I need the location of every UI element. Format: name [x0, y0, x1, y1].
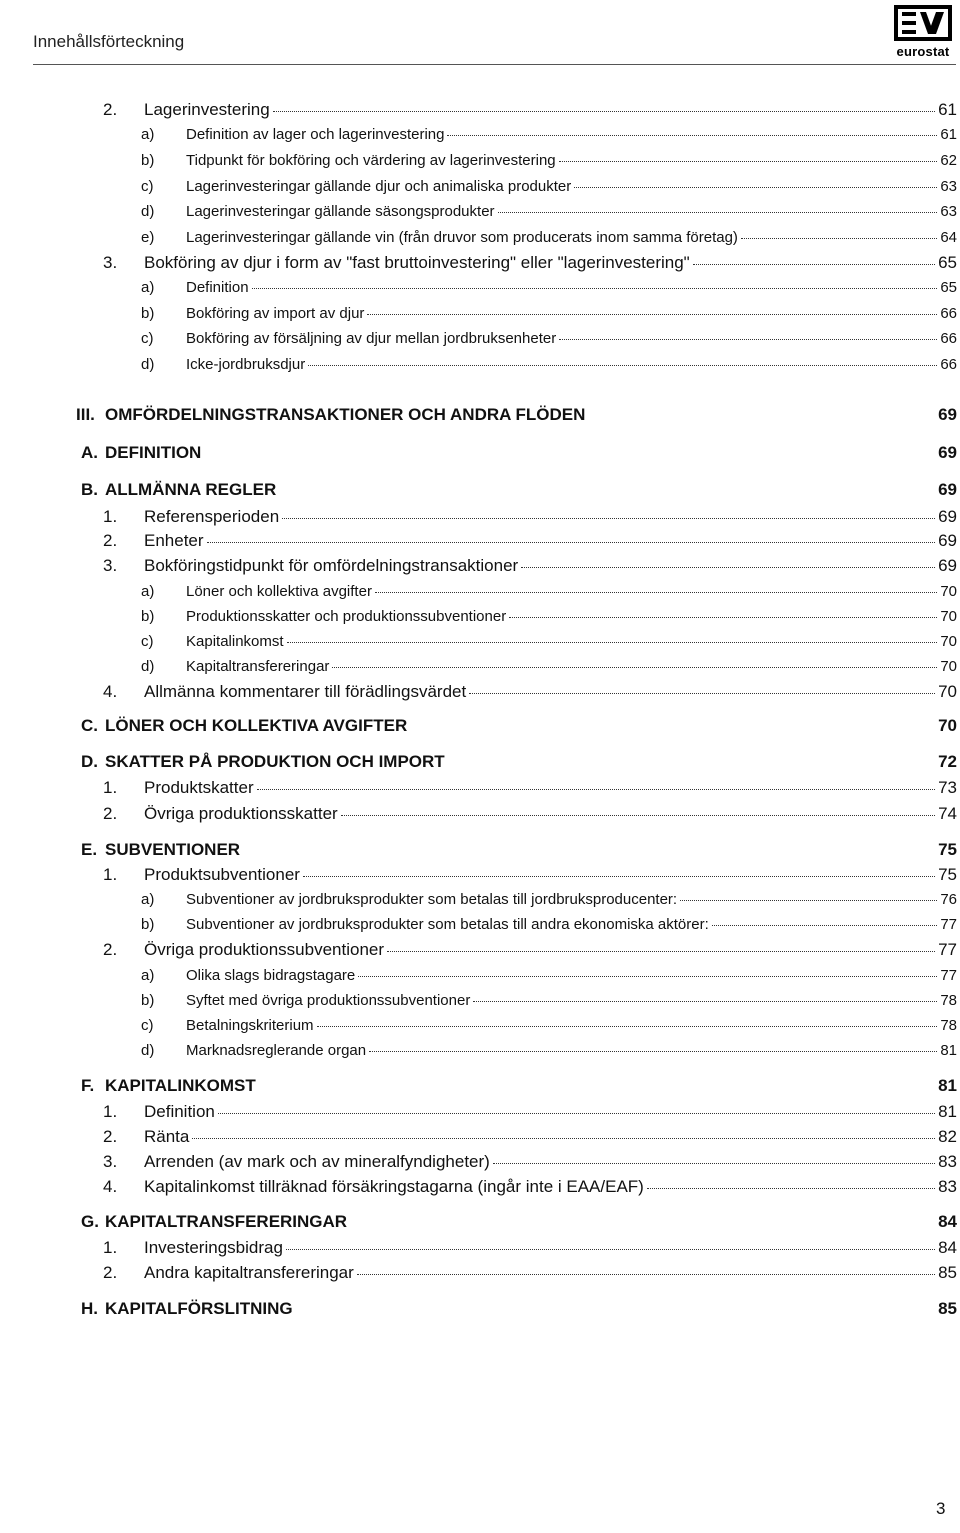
- toc-entry-label: Andra kapitaltransfereringar: [144, 1263, 354, 1282]
- toc-entry-number: 1.: [103, 865, 118, 884]
- toc-entry-page: 78: [940, 1017, 957, 1034]
- toc-entry-page: 69: [938, 531, 957, 550]
- toc-entry-label: Kapitalinkomst tillräknad försäkringstagarna (ingår inte i EAA/EAF): [144, 1177, 644, 1196]
- toc-dot-leader: [647, 1188, 935, 1189]
- toc-entry-label: Bokföring av försäljning av djur mellan jordbruksenheter: [186, 330, 557, 347]
- toc-entry: [103, 556, 957, 576]
- toc-entry-label: Lagerinvesteringar gällande vin (från druvor som producerats inom samma företag): [186, 229, 738, 246]
- toc-entry: [141, 583, 957, 600]
- toc-entry: [103, 253, 957, 273]
- toc-entry-label: Övriga produktionssubventioner: [144, 940, 385, 959]
- toc-entry-number: 2.: [103, 1263, 118, 1282]
- toc-entry-page: 66: [940, 356, 957, 373]
- toc-entry-page: 61: [938, 100, 957, 119]
- toc-entry-page: 74: [938, 804, 957, 823]
- toc-entry-label: Arrenden (av mark och av mineralfyndigheter): [144, 1152, 490, 1171]
- toc-entry-number: E.: [81, 840, 98, 859]
- toc-entry-page: 69: [938, 443, 957, 462]
- toc-entry: [81, 1212, 957, 1232]
- toc-entry-label: Betalningskriterium: [186, 1017, 314, 1034]
- toc-entry-label: Referensperioden: [144, 507, 280, 526]
- toc-entry-number: 4.: [103, 682, 118, 701]
- toc-entry-label: Löner och kollektiva avgifter: [186, 583, 372, 600]
- toc-entry-label: Bokföring av djur i form av "fast bruttoinvestering" eller "lagerinvestering": [144, 253, 690, 272]
- toc-dot-leader: [287, 642, 938, 643]
- toc-entry-number: a): [141, 126, 155, 143]
- toc-entry-label: Kapitalinkomst: [186, 633, 284, 650]
- toc-entry-label: Kapitaltransfereringar: [186, 658, 330, 675]
- toc-entry-number: G.: [81, 1212, 99, 1231]
- toc-entry-number: c): [141, 1017, 154, 1034]
- toc-entry-number: 2.: [103, 1127, 118, 1146]
- toc-entry-label: LÖNER OCH KOLLEKTIVA AVGIFTER: [105, 716, 408, 735]
- toc-dot-leader: [192, 1138, 935, 1139]
- toc-dot-leader: [473, 1001, 937, 1002]
- toc-entry: [103, 1102, 957, 1122]
- toc-entry-number: 4.: [103, 1177, 118, 1196]
- toc-entry-page: 83: [938, 1177, 957, 1196]
- toc-dot-leader: [680, 900, 937, 901]
- toc-dot-leader: [308, 365, 937, 366]
- toc-entry: [141, 608, 957, 625]
- toc-entry-number: a): [141, 967, 155, 984]
- toc-entry: [103, 1263, 957, 1283]
- toc-dot-leader: [357, 1274, 935, 1275]
- toc-entry: [103, 778, 957, 798]
- toc-entry-label: Enheter: [144, 531, 204, 550]
- toc-entry-page: 78: [940, 992, 957, 1009]
- toc-entry: [103, 1127, 957, 1147]
- toc-entry-page: 66: [940, 305, 957, 322]
- toc-entry: [141, 1017, 957, 1034]
- toc-entry-page: 81: [938, 1102, 957, 1121]
- toc-entry-page: 70: [940, 608, 957, 625]
- toc-entry-number: c): [141, 633, 154, 650]
- toc-entry-page: 84: [938, 1238, 957, 1257]
- page-number: 3: [936, 1499, 946, 1518]
- toc-entry-number: c): [141, 178, 154, 195]
- toc-entry-number: b): [141, 608, 155, 625]
- toc-dot-leader: [317, 1026, 938, 1027]
- toc-entry-number: A.: [81, 443, 98, 462]
- toc-entry-label: Marknadsreglerande organ: [186, 1042, 367, 1059]
- toc-entry-label: KAPITALINKOMST: [105, 1076, 256, 1095]
- toc-entry-page: 84: [938, 1212, 957, 1231]
- toc-entry-page: 72: [938, 752, 957, 771]
- toc-entry-label: Icke-jordbruksdjur: [186, 356, 306, 373]
- toc-entry-label: Produktionsskatter och produktionssubventioner: [186, 608, 507, 625]
- toc-dot-leader: [574, 187, 937, 188]
- toc-entry-page: 83: [938, 1152, 957, 1171]
- toc-entry: [141, 229, 957, 246]
- toc-entry: [141, 126, 957, 143]
- toc-entry: [103, 100, 957, 120]
- toc-dot-leader: [447, 135, 937, 136]
- toc-entry: [76, 405, 957, 425]
- toc-entry-number: F.: [81, 1076, 95, 1095]
- toc-entry-number: c): [141, 330, 154, 347]
- toc-entry-label: Lagerinvestering: [144, 100, 270, 119]
- toc-entry-label: Produktsubventioner: [144, 865, 300, 884]
- toc-entry-page: 64: [940, 229, 957, 246]
- toc-entry: [141, 203, 957, 220]
- toc-dot-leader: [387, 951, 935, 952]
- toc-dot-leader: [303, 876, 935, 877]
- toc-entry-page: 70: [938, 682, 957, 701]
- toc-dot-leader: [286, 1249, 935, 1250]
- toc-entry-number: a): [141, 583, 155, 600]
- toc-entry-number: H.: [81, 1299, 98, 1318]
- toc-entry-label: Definition: [186, 279, 249, 296]
- toc-entry-label: Ränta: [144, 1127, 190, 1146]
- toc-dot-leader: [207, 542, 936, 543]
- toc-entry-label: Syftet med övriga produktionssubventioner: [186, 992, 471, 1009]
- toc-dot-leader: [218, 1113, 935, 1114]
- toc-entry-page: 62: [940, 152, 957, 169]
- toc-entry: [103, 940, 957, 960]
- toc-entry-label: Produktskatter: [144, 778, 254, 797]
- toc-entry-page: 61: [940, 126, 957, 143]
- toc-entry: [103, 507, 957, 527]
- toc-entry-label: Olika slags bidragstagare: [186, 967, 356, 984]
- toc-entry-label: Övriga produktionsskatter: [144, 804, 338, 823]
- toc-entry-number: d): [141, 356, 155, 373]
- toc-entry-number: 1.: [103, 778, 118, 797]
- toc-dot-leader: [358, 976, 937, 977]
- toc-entry: [141, 279, 957, 296]
- toc-dot-leader: [257, 789, 935, 790]
- toc-entry: [103, 1152, 957, 1172]
- toc-entry-label: SKATTER PÅ PRODUKTION OCH IMPORT: [105, 752, 445, 771]
- toc-entry-number: a): [141, 891, 155, 908]
- toc-entry-page: 85: [938, 1299, 957, 1318]
- toc-entry: [141, 916, 957, 933]
- toc-entry-number: 3.: [103, 1152, 118, 1171]
- toc-entry-page: 82: [938, 1127, 957, 1146]
- toc-entry: [141, 992, 957, 1009]
- toc-entry-number: D.: [81, 752, 98, 771]
- toc-entry-number: e): [141, 229, 155, 246]
- toc-entry-label: Definition: [144, 1102, 215, 1121]
- toc-entry-label: DEFINITION: [105, 443, 202, 462]
- toc-entry-number: III.: [76, 405, 95, 424]
- toc-entry-number: 2.: [103, 940, 118, 959]
- toc-entry-page: 69: [938, 480, 957, 499]
- toc-entry: [141, 152, 957, 169]
- toc-dot-leader: [273, 111, 935, 112]
- toc-entry-page: 76: [940, 891, 957, 908]
- toc-entry-number: d): [141, 203, 155, 220]
- toc-entry: [141, 967, 957, 984]
- toc-entry-label: ALLMÄNNA REGLER: [105, 480, 277, 499]
- toc-entry-number: 2.: [103, 804, 118, 823]
- toc-entry: [103, 804, 957, 824]
- toc-dot-leader: [252, 288, 938, 289]
- page-header-title: Innehållsförteckning: [33, 32, 185, 51]
- toc-entry-label: Lagerinvesteringar gällande djur och animaliska produkter: [186, 178, 572, 195]
- toc-entry-label: Bokföringstidpunkt för omfördelningstransaktioner: [144, 556, 519, 575]
- toc-entry-page: 81: [938, 1076, 957, 1095]
- toc-entry-page: 69: [938, 556, 957, 575]
- toc-entry-label: Tidpunkt för bokföring och värdering av lagerinvestering: [186, 152, 556, 169]
- toc-dot-leader: [559, 161, 938, 162]
- toc-entry-page: 75: [938, 840, 957, 859]
- toc-entry-label: Allmänna kommentarer till förädlingsvärdet: [144, 682, 467, 701]
- toc-entry-page: 66: [940, 330, 957, 347]
- toc-entry: [103, 1177, 957, 1197]
- toc-entry-number: 1.: [103, 1102, 118, 1121]
- toc-entry: [81, 480, 957, 500]
- toc-dot-leader: [559, 339, 937, 340]
- toc-dot-leader: [712, 925, 938, 926]
- toc-entry-label: Bokföring av import av djur: [186, 305, 365, 322]
- toc-entry-label: KAPITALFÖRSLITNING: [105, 1299, 293, 1318]
- toc-dot-leader: [282, 518, 935, 519]
- toc-dot-leader: [332, 667, 937, 668]
- toc-entry: [141, 633, 957, 650]
- toc-entry-label: SUBVENTIONER: [105, 840, 241, 859]
- toc-entry: [141, 891, 957, 908]
- toc-entry-page: 77: [940, 967, 957, 984]
- toc-entry-number: b): [141, 916, 155, 933]
- toc-entry: [141, 178, 957, 195]
- toc-entry: [81, 840, 957, 860]
- toc-entry-page: 85: [938, 1263, 957, 1282]
- toc-entry: [103, 682, 957, 702]
- toc-entry: [103, 531, 957, 551]
- toc-entry-page: 70: [938, 716, 957, 735]
- toc-entry-number: b): [141, 305, 155, 322]
- toc-dot-leader: [341, 815, 935, 816]
- toc-entry-page: 65: [940, 279, 957, 296]
- toc-entry: [141, 305, 957, 322]
- toc-entry: [141, 658, 957, 675]
- toc-entry-number: C.: [81, 716, 98, 735]
- toc-dot-leader: [369, 1051, 937, 1052]
- toc-entry-number: d): [141, 658, 155, 675]
- toc-entry-page: 75: [938, 865, 957, 884]
- eurostat-logo-text: eurostat: [896, 44, 950, 59]
- toc-entry-page: 63: [940, 178, 957, 195]
- toc-entry: [141, 356, 957, 373]
- toc-entry-page: 63: [940, 203, 957, 220]
- toc-entry-label: Subventioner av jordbruksprodukter som betalas till andra ekonomiska aktörer:: [186, 916, 709, 933]
- toc-entry-label: KAPITALTRANSFERERINGAR: [105, 1212, 348, 1231]
- toc-entry-number: 3.: [103, 556, 118, 575]
- toc-dot-leader: [741, 238, 937, 239]
- toc-dot-leader: [509, 617, 937, 618]
- toc-entry-number: 2.: [103, 100, 118, 119]
- toc-entry-page: 69: [938, 405, 957, 424]
- toc-entry-label: Investeringsbidrag: [144, 1238, 283, 1257]
- toc-entry-page: 70: [940, 658, 957, 675]
- toc-entry-page: 81: [940, 1042, 957, 1059]
- toc-entry-number: b): [141, 992, 155, 1009]
- toc-entry: [81, 1076, 957, 1096]
- toc-entry: [103, 1238, 957, 1258]
- toc-entry-page: 70: [940, 633, 957, 650]
- toc-entry-number: 3.: [103, 253, 118, 272]
- toc-entry-label: Lagerinvesteringar gällande säsongsprodukter: [186, 203, 495, 220]
- toc-dot-leader: [469, 693, 935, 694]
- toc-entry-number: 2.: [103, 531, 118, 550]
- toc-entry-number: d): [141, 1042, 155, 1059]
- toc-entry: [81, 443, 957, 463]
- toc-entry-page: 65: [938, 253, 957, 272]
- toc-entry: [141, 330, 957, 347]
- toc-entry-number: 1.: [103, 1238, 118, 1257]
- toc-entry-page: 69: [938, 507, 957, 526]
- toc-entry-label: OMFÖRDELNINGSTRANSAKTIONER OCH ANDRA FLÖDEN: [105, 405, 586, 424]
- toc-entry-number: B.: [81, 480, 98, 499]
- toc-entry-number: a): [141, 279, 155, 296]
- toc-dot-leader: [493, 1163, 935, 1164]
- toc-entry-page: 77: [940, 916, 957, 933]
- toc-entry-page: 77: [938, 940, 957, 959]
- toc-entry-number: b): [141, 152, 155, 169]
- toc-entry: [141, 1042, 957, 1059]
- toc-entry: [81, 1299, 957, 1319]
- toc-dot-leader: [367, 314, 937, 315]
- toc-entry: [81, 752, 957, 772]
- toc-entry-label: Subventioner av jordbruksprodukter som betalas till jordbruksproducenter:: [186, 891, 678, 908]
- toc-dot-leader: [693, 264, 935, 265]
- toc-entry-label: Definition av lager och lagerinvestering: [186, 126, 445, 143]
- toc-dot-leader: [498, 212, 938, 213]
- toc-dot-leader: [521, 567, 935, 568]
- toc-entry-number: 1.: [103, 507, 118, 526]
- toc-entry-page: 70: [940, 583, 957, 600]
- toc-entry-page: 73: [938, 778, 957, 797]
- toc-entry: [103, 865, 957, 885]
- toc-dot-leader: [375, 592, 937, 593]
- toc-entry: [81, 716, 957, 736]
